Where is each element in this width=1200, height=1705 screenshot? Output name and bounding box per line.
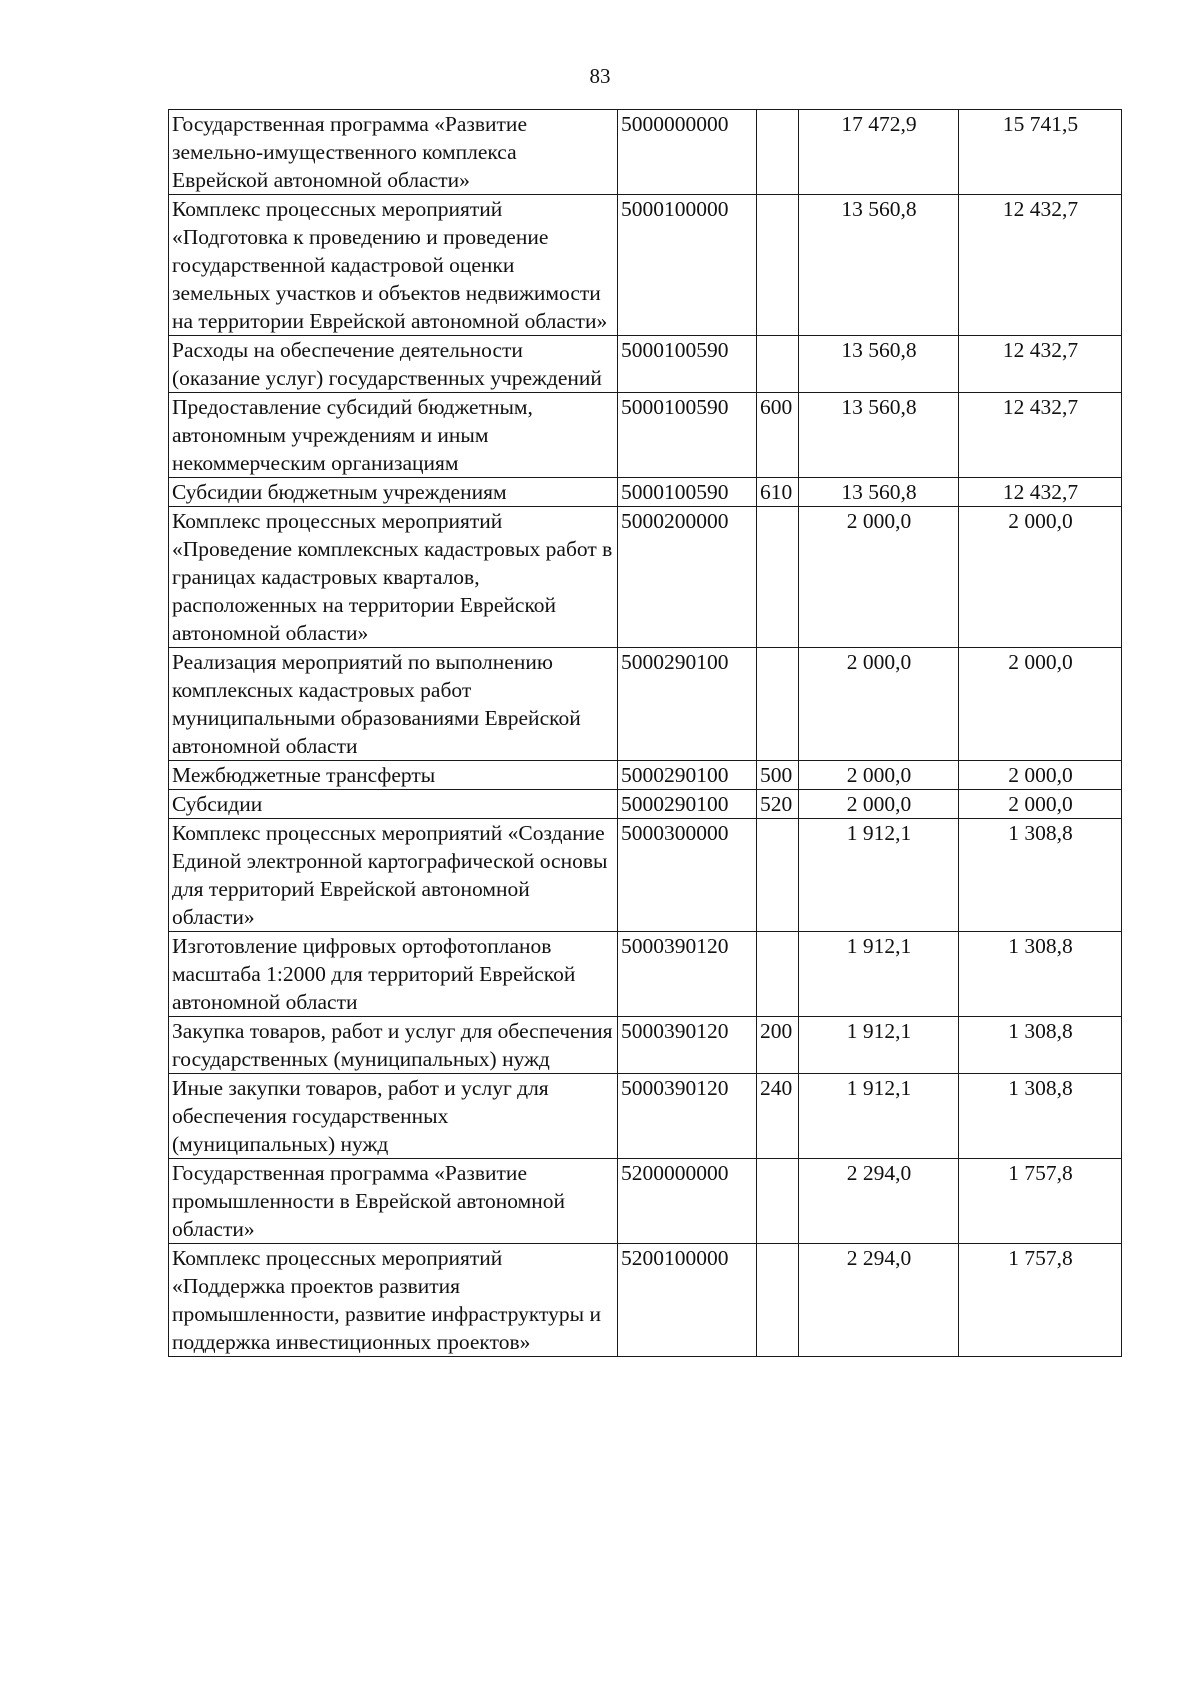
expense-type-cell <box>757 110 799 195</box>
table-row <box>169 195 1122 336</box>
expense-type-cell <box>757 336 799 393</box>
amount-first-cell: 2 000,0 <box>799 648 959 761</box>
amount-first-cell: 2 294,0 <box>799 1244 959 1357</box>
item-name-cell: Реализация мероприятий по выполнению комплексных кадастровых работ муниципальными образованиями Еврейской автономной области <box>169 648 618 761</box>
amount-first-cell: 2 000,0 <box>799 790 959 819</box>
target-article-code-cell: 5000200000 <box>618 507 757 648</box>
table-row <box>169 1074 1122 1159</box>
amount-first-cell: 1 912,1 <box>799 1017 959 1074</box>
amount-second-cell: 12 432,7 <box>959 478 1122 507</box>
table-row <box>169 110 1122 195</box>
table-row <box>169 790 1122 819</box>
table-row <box>169 336 1122 393</box>
item-name-cell: Расходы на обеспечение деятельности (оказание услуг) государственных учреждений <box>169 336 618 393</box>
item-name-cell: Комплекс процессных мероприятий «Подготовка к проведению и проведение государственной кадастровой оценки земельных участков и объектов недвижимости на территории Еврейской автономной области» <box>169 195 618 336</box>
expense-type-cell <box>757 1244 799 1357</box>
target-article-code-cell: 5000290100 <box>618 790 757 819</box>
amount-first-cell: 2 000,0 <box>799 761 959 790</box>
table-row <box>169 1017 1122 1074</box>
target-article-code-cell: 5000390120 <box>618 1017 757 1074</box>
table-row <box>169 1244 1122 1357</box>
table-body <box>169 110 1122 1357</box>
amount-second-cell: 2 000,0 <box>959 648 1122 761</box>
target-article-code-cell: 5000100590 <box>618 336 757 393</box>
amount-second-cell: 1 757,8 <box>959 1159 1122 1244</box>
item-name-cell: Изготовление цифровых ортофотопланов масштаба 1:2000 для территорий Еврейской автономной области <box>169 932 618 1017</box>
expense-type-cell: 500 <box>757 761 799 790</box>
target-article-code-cell: 5200000000 <box>618 1159 757 1244</box>
table-row <box>169 932 1122 1017</box>
target-article-code-cell: 5000390120 <box>618 932 757 1017</box>
amount-second-cell: 2 000,0 <box>959 790 1122 819</box>
target-article-code-cell: 5000100590 <box>618 393 757 478</box>
expense-type-cell <box>757 819 799 932</box>
amount-second-cell: 2 000,0 <box>959 761 1122 790</box>
amount-first-cell: 1 912,1 <box>799 1074 959 1159</box>
item-name-cell: Комплекс процессных мероприятий «Поддержка проектов развития промышленности, развитие инфраструктуры и поддержка инвестиционных проектов» <box>169 1244 618 1357</box>
table-row <box>169 648 1122 761</box>
expense-type-cell: 600 <box>757 393 799 478</box>
item-name-cell: Иные закупки товаров, работ и услуг для обеспечения государственных (муниципальных) нужд <box>169 1074 618 1159</box>
item-name-cell: Субсидии <box>169 790 618 819</box>
item-name-cell: Государственная программа «Развитие земельно-имущественного комплекса Еврейской автономной области» <box>169 110 618 195</box>
amount-second-cell: 15 741,5 <box>959 110 1122 195</box>
amount-second-cell: 1 308,8 <box>959 932 1122 1017</box>
item-name-cell: Субсидии бюджетным учреждениям <box>169 478 618 507</box>
amount-second-cell: 12 432,7 <box>959 336 1122 393</box>
amount-first-cell: 13 560,8 <box>799 195 959 336</box>
target-article-code-cell: 5000100590 <box>618 478 757 507</box>
target-article-code-cell: 5000100000 <box>618 195 757 336</box>
item-name-cell: Предоставление субсидий бюджетным, автономным учреждениям и иным некоммерческим организациям <box>169 393 618 478</box>
amount-second-cell: 1 308,8 <box>959 819 1122 932</box>
expense-type-cell <box>757 932 799 1017</box>
page-number: 83 <box>589 64 611 88</box>
amount-second-cell: 12 432,7 <box>959 195 1122 336</box>
expense-type-cell: 200 <box>757 1017 799 1074</box>
amount-first-cell: 1 912,1 <box>799 819 959 932</box>
table-row <box>169 761 1122 790</box>
table-row <box>169 1159 1122 1244</box>
expense-type-cell <box>757 195 799 336</box>
target-article-code-cell: 5000000000 <box>618 110 757 195</box>
expense-type-cell <box>757 1159 799 1244</box>
target-article-code-cell: 5000300000 <box>618 819 757 932</box>
amount-second-cell: 1 757,8 <box>959 1244 1122 1357</box>
table-row <box>169 478 1122 507</box>
amount-first-cell: 17 472,9 <box>799 110 959 195</box>
amount-first-cell: 13 560,8 <box>799 478 959 507</box>
expense-type-cell: 520 <box>757 790 799 819</box>
item-name-cell: Межбюджетные трансферты <box>169 761 618 790</box>
table-row <box>169 819 1122 932</box>
amount-second-cell: 12 432,7 <box>959 393 1122 478</box>
amount-first-cell: 13 560,8 <box>799 336 959 393</box>
amount-first-cell: 13 560,8 <box>799 393 959 478</box>
item-name-cell: Комплекс процессных мероприятий «Проведение комплексных кадастровых работ в границах кадастровых кварталов, расположенных на территории Еврейской автономной области» <box>169 507 618 648</box>
target-article-code-cell: 5200100000 <box>618 1244 757 1357</box>
expense-type-cell: 610 <box>757 478 799 507</box>
amount-first-cell: 2 294,0 <box>799 1159 959 1244</box>
expense-type-cell <box>757 507 799 648</box>
budget-table <box>168 109 1122 1357</box>
item-name-cell: Комплекс процессных мероприятий «Создание Единой электронной картографической основы для территорий Еврейской автономной области» <box>169 819 618 932</box>
amount-second-cell: 1 308,8 <box>959 1017 1122 1074</box>
table-row <box>169 507 1122 648</box>
expense-type-cell <box>757 648 799 761</box>
target-article-code-cell: 5000290100 <box>618 648 757 761</box>
target-article-code-cell: 5000290100 <box>618 761 757 790</box>
amount-first-cell: 1 912,1 <box>799 932 959 1017</box>
item-name-cell: Государственная программа «Развитие промышленности в Еврейской автономной области» <box>169 1159 618 1244</box>
target-article-code-cell: 5000390120 <box>618 1074 757 1159</box>
amount-first-cell: 2 000,0 <box>799 507 959 648</box>
expense-type-cell: 240 <box>757 1074 799 1159</box>
amount-second-cell: 2 000,0 <box>959 507 1122 648</box>
item-name-cell: Закупка товаров, работ и услуг для обеспечения государственных (муниципальных) нужд <box>169 1017 618 1074</box>
amount-second-cell: 1 308,8 <box>959 1074 1122 1159</box>
table-row <box>169 393 1122 478</box>
